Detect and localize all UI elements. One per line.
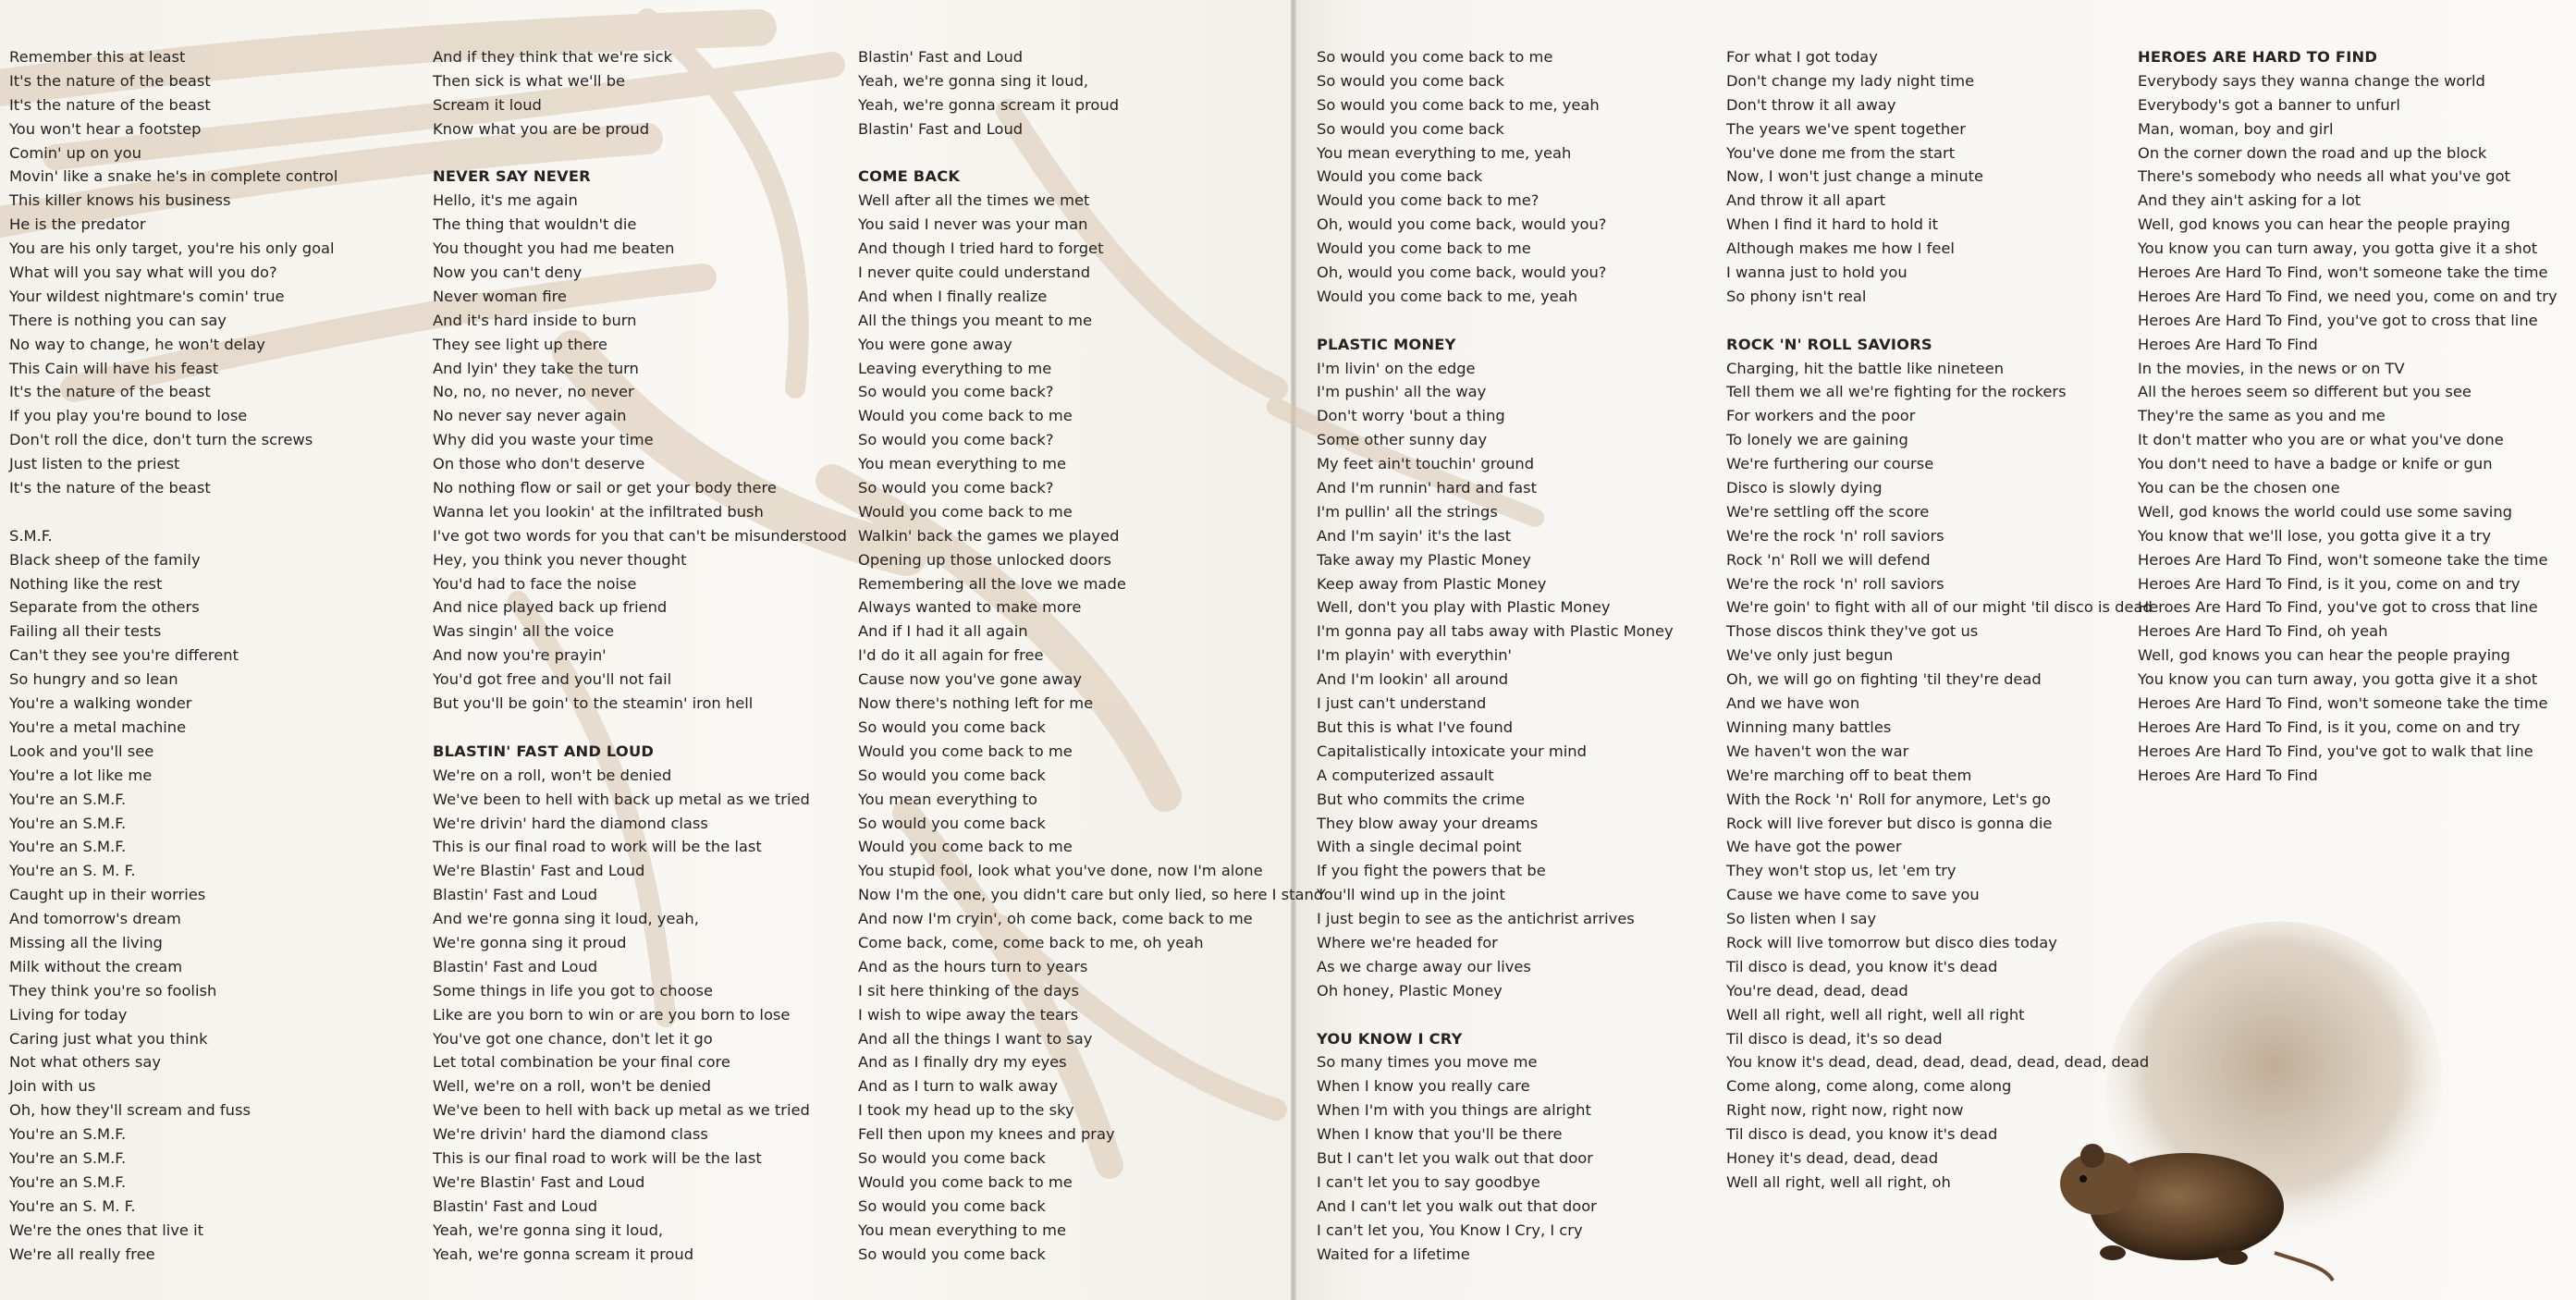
song-title: YOU KNOW I CRY [1317, 1029, 1463, 1048]
lyric-line: Heroes Are Hard To Find, is it you, come on and try [2138, 717, 2521, 736]
lyric-line: Heroes Are Hard To Find, is it you, come on and try [2138, 574, 2521, 593]
lyric-line: Well, god knows the world could use some saving [2138, 502, 2512, 521]
lyric-line: Well, god knows you can hear the people praying [2138, 215, 2510, 234]
lyric-line: Would you come back to me [858, 742, 1073, 760]
lyric-line: If you fight the powers that be [1317, 862, 1546, 880]
lyric-line: My feet ain't touchin' ground [1317, 455, 1535, 473]
lyric-line: Well, don't you play with Plastic Money [1317, 598, 1611, 617]
lyric-line: But you'll be goin' to the steamin' iron hell [433, 694, 754, 713]
song-title: PLASTIC MONEY [1317, 335, 1456, 353]
lyric-line: To lonely we are gaining [1726, 431, 1908, 449]
lyric-line: Take away my Plastic Money [1317, 550, 1531, 569]
lyric-line: So would you come back [858, 717, 1046, 736]
lyric-line: But who commits the crime [1317, 790, 1525, 808]
lyric-line: Would you come back [1317, 167, 1483, 186]
lyric-line: You're an S.M.F. [9, 1172, 127, 1191]
lyric-line: Blastin' Fast and Loud [433, 1196, 598, 1215]
lyric-line: Heroes Are Hard To Find, won't someone take the time [2138, 550, 2548, 569]
lyric-line: Not what others say [9, 1053, 161, 1072]
lyric-line: Walkin' back the games we played [858, 526, 1120, 545]
lyric-line: Let total combination be your final core [433, 1053, 730, 1072]
lyric-line: You're an S.M.F. [9, 1125, 127, 1144]
lyric-line: And it's hard inside to burn [433, 311, 637, 329]
lyric-line: And I'm lookin' all around [1317, 670, 1509, 689]
lyric-line: So would you come back [858, 766, 1046, 784]
song-title: HEROES ARE HARD TO FIND [2138, 48, 2378, 66]
lyric-line: And throw it all apart [1726, 191, 1886, 210]
lyric-line: Oh, we will go on fighting 'til they're dead [1726, 670, 2042, 689]
lyric-line: You know you can turn away, you gotta give it a shot [2138, 670, 2538, 689]
lyric-line: Leaving everything to me [858, 359, 1052, 377]
lyric-line: Would you come back to me [858, 407, 1073, 425]
lyric-line: Oh, would you come back, would you? [1317, 215, 1607, 234]
lyric-line: It don't matter who you are or what you've done [2138, 431, 2504, 449]
song-title: COME BACK [858, 167, 961, 186]
song-title: BLASTIN' FAST AND LOUD [433, 742, 655, 760]
lyric-line: Would you come back to me [858, 502, 1073, 521]
lyric-line: Man, woman, boy and girl [2138, 119, 2334, 138]
lyric-line: Movin' like a snake he's in complete control [9, 167, 338, 186]
lyric-line: Then sick is what we'll be [433, 71, 626, 90]
lyric-line: Look and you'll see [9, 742, 154, 760]
lyric-line: Well all right, well all right, well all right [1726, 1005, 2025, 1024]
lyric-line: Keep away from Plastic Money [1317, 574, 1547, 593]
lyric-line: And if I had it all again [858, 622, 1028, 641]
lyric-line: We're the rock 'n' roll saviors [1726, 526, 1944, 545]
lyric-line: You mean everything to [858, 790, 1037, 808]
lyric-line: You mean everything to me [858, 1220, 1067, 1239]
lyric-line: Yeah, we're gonna sing it loud, [858, 71, 1089, 90]
lyric-line: You mean everything to me, yeah [1317, 143, 1572, 162]
lyric-line: Missing all the living [9, 933, 163, 951]
lyric-line: This is our final road to work will be the last [433, 838, 762, 856]
lyric-line: For workers and the poor [1726, 407, 1916, 425]
lyric-line: You are his only target, you're his only goal [9, 239, 335, 258]
lyric-line: You're an S.M.F. [9, 838, 127, 856]
lyric-line: We've only just begun [1726, 646, 1894, 665]
lyric-line: Charging, hit the battle like nineteen [1726, 359, 2005, 377]
lyric-line: You're an S.M.F. [9, 814, 127, 832]
lyric-line: Nothing like the rest [9, 574, 163, 593]
lyric-line: Waited for a lifetime [1317, 1245, 1470, 1263]
lyric-line: I just can't understand [1317, 694, 1487, 713]
lyric-line: Although makes me how I feel [1726, 239, 1955, 258]
lyric-line: We're drivin' hard the diamond class [433, 1125, 708, 1144]
lyric-line: Til disco is dead, you know it's dead [1726, 957, 1998, 975]
lyric-line: This killer knows his business [9, 191, 231, 210]
lyric-line: This Cain will have his feast [9, 359, 219, 377]
lyric-line: They won't stop us, let 'em try [1726, 862, 1957, 880]
lyric-line: Everybody's got a banner to unfurl [2138, 95, 2400, 114]
lyric-line: Some other sunny day [1317, 431, 1488, 449]
lyric-line: I'm livin' on the edge [1317, 359, 1476, 377]
lyric-line: Wanna let you lookin' at the infiltrated bush [433, 502, 764, 521]
lyric-line: You mean everything to me [858, 455, 1067, 473]
stanza-gap [1726, 309, 2153, 333]
lyric-line: No never say never again [433, 407, 627, 425]
lyric-line: Now you can't deny [433, 264, 583, 282]
lyric-line: Milk without the cream [9, 957, 183, 975]
lyric-line: Would you come back to me, yeah [1317, 287, 1578, 305]
lyric-line: You're a lot like me [9, 766, 153, 784]
lyric-line: They think you're so foolish [9, 981, 217, 1000]
lyrics-column-3 [858, 45, 1323, 1266]
lyric-line: You don't need to have a badge or knife or gun [2138, 455, 2493, 473]
lyric-line: It's the nature of the beast [9, 479, 211, 497]
lyric-line: We're Blastin' Fast and Loud [433, 862, 645, 880]
lyric-line: So would you come back [1317, 71, 1504, 90]
lyric-line: You were gone away [858, 335, 1012, 353]
lyric-line: I wish to wipe away the tears [858, 1005, 1079, 1024]
lyric-line: Well, we're on a roll, won't be denied [433, 1077, 711, 1096]
lyric-line: They see light up there [433, 335, 607, 353]
lyric-line: And they ain't asking for a lot [2138, 191, 2361, 210]
lyric-line: But this is what I've found [1317, 717, 1514, 736]
lyric-line: Heroes Are Hard To Find, you've got to cross that line [2138, 598, 2538, 617]
lyric-line: And as I finally dry my eyes [858, 1053, 1067, 1072]
lyric-line: In the movies, in the news or on TV [2138, 359, 2405, 377]
lyric-line: No way to change, he won't delay [9, 335, 265, 353]
lyric-line: And tomorrow's dream [9, 910, 181, 928]
lyric-line: Rock will live tomorrow but disco dies today [1726, 933, 2057, 951]
lyric-line: You're an S. M. F. [9, 862, 136, 880]
lyric-line: Well after all the times we met [858, 191, 1090, 210]
lyric-line: We're marching off to beat them [1726, 766, 1972, 784]
lyric-line: So phony isn't real [1726, 287, 1867, 305]
lyric-line: Everybody says they wanna change the world [2138, 71, 2485, 90]
lyric-line: Caring just what you think [9, 1029, 208, 1048]
lyrics-column-4 [1317, 45, 1674, 1266]
lyric-line: On the corner down the road and up the block [2138, 143, 2487, 162]
lyric-line: Hey, you think you never thought [433, 550, 687, 569]
lyric-line: Always wanted to make more [858, 598, 1082, 617]
lyric-line: Rock will live forever but disco is gonna die [1726, 814, 2053, 832]
lyric-line: We've been to hell with back up metal as we tried [433, 790, 810, 808]
lyric-line: When I find it hard to hold it [1726, 215, 1939, 234]
lyric-line: With a single decimal point [1317, 838, 1522, 856]
lyric-line: It's the nature of the beast [9, 383, 211, 401]
lyric-line: You'd got free and you'll not fail [433, 670, 672, 689]
lyric-line: Oh honey, Plastic Money [1317, 981, 1503, 1000]
lyric-line: Yeah, we're gonna sing it loud, [433, 1220, 664, 1239]
lyric-line: Like are you born to win or are you born to lose [433, 1005, 791, 1024]
lyric-line: Heroes Are Hard To Find, we need you, come on and try [2138, 287, 2558, 305]
lyric-line: We're furthering our course [1726, 455, 1934, 473]
lyric-line: The thing that wouldn't die [433, 215, 637, 234]
lyric-line: Why did you waste your time [433, 431, 654, 449]
lyric-line: And as the hours turn to years [858, 957, 1088, 975]
song-title: NEVER SAY NEVER [433, 167, 591, 186]
lyric-line: I just begin to see as the antichrist arrives [1317, 910, 1635, 928]
lyric-line: Rock 'n' Roll we will defend [1726, 550, 1931, 569]
lyric-line: All the things you meant to me [858, 311, 1093, 329]
lyric-line: Heroes Are Hard To Find, oh yeah [2138, 622, 2388, 641]
lyric-line: Til disco is dead, it's so dead [1726, 1029, 1943, 1048]
lyric-line: Yeah, we're gonna scream it proud [433, 1245, 694, 1263]
lyric-line: I'm playin' with everythin' [1317, 646, 1513, 665]
lyric-line: And we have won [1726, 694, 1860, 713]
lyric-line: Would you come back to me [858, 838, 1073, 856]
song-title: ROCK 'N' ROLL SAVIORS [1726, 335, 1932, 353]
lyric-line: They're the same as you and me [2138, 407, 2386, 425]
lyric-line: Failing all their tests [9, 622, 162, 641]
lyric-line: Don't throw it all away [1726, 95, 1896, 114]
lyric-line: So would you come back to me [1317, 48, 1553, 66]
lyric-line: When I know you really care [1317, 1077, 1530, 1096]
lyric-line: I took my head up to the sky [858, 1101, 1074, 1120]
stanza-gap [433, 141, 847, 166]
lyric-line: And we're gonna sing it loud, yeah, [433, 910, 699, 928]
lyric-line: Was singin' all the voice [433, 622, 615, 641]
lyric-line: Can't they see you're different [9, 646, 239, 665]
lyric-line: Hello, it's me again [433, 191, 578, 210]
lyric-line: Heroes Are Hard To Find, won't someone take the time [2138, 694, 2548, 713]
lyric-line: Come along, come along, come along [1726, 1077, 2012, 1096]
lyric-line: Disco is slowly dying [1726, 479, 1883, 497]
lyric-line: So listen when I say [1726, 910, 1877, 928]
lyric-line: It's the nature of the beast [9, 71, 211, 90]
lyrics-column-6 [2138, 45, 2558, 788]
lyric-line: Blastin' Fast and Loud [858, 119, 1024, 138]
lyric-line: Your wildest nightmare's comin' true [9, 287, 285, 305]
lyrics-column-2 [433, 45, 847, 1266]
lyric-line: Black sheep of the family [9, 550, 201, 569]
lyric-line: If you play you're bound to lose [9, 407, 248, 425]
lyric-line: Oh, would you come back, would you? [1317, 264, 1607, 282]
lyric-line: We're goin' to fight with all of our might 'til disco is dead [1726, 598, 2153, 617]
lyric-line: So would you come back [858, 1196, 1046, 1215]
lyric-line: Cause we have come to save you [1726, 886, 1980, 904]
lyric-line: Join with us [9, 1077, 96, 1096]
lyric-line: Right now, right now, right now [1726, 1101, 1964, 1120]
lyric-line: Don't roll the dice, don't turn the screws [9, 431, 313, 449]
lyric-line: Heroes Are Hard To Find, you've got to walk that line [2138, 742, 2533, 760]
lyric-line: It's the nature of the beast [9, 95, 211, 114]
lyric-line: So would you come back [1317, 119, 1504, 138]
lyric-line: You can be the chosen one [2138, 479, 2340, 497]
lyric-line: And I can't let you walk out that door [1317, 1196, 1597, 1215]
lyrics-column-1 [9, 45, 337, 1266]
lyric-line: As we charge away our lives [1317, 957, 1531, 975]
lyric-line: You thought you had me beaten [433, 239, 675, 258]
lyric-line: You'd had to face the noise [433, 574, 637, 593]
lyric-line: When I know that you'll be there [1317, 1125, 1563, 1144]
lyric-line: Well, god knows you can hear the people praying [2138, 646, 2510, 665]
lyric-line: I'm pushin' all the way [1317, 383, 1487, 401]
lyric-line: Opening up those unlocked doors [858, 550, 1111, 569]
lyric-line: And lyin' they take the turn [433, 359, 639, 377]
lyric-line: Blastin' Fast and Loud [433, 957, 598, 975]
lyric-line: We have got the power [1726, 838, 1902, 856]
lyric-line: This is our final road to work will be the last [433, 1148, 762, 1167]
lyric-line: Fell then upon my knees and pray [858, 1125, 1115, 1144]
lyric-line: You're a metal machine [9, 717, 187, 736]
lyric-line: There is nothing you can say [9, 311, 227, 329]
lyric-line: Heroes Are Hard To Find, won't someone take the time [2138, 264, 2548, 282]
lyric-line: Til disco is dead, you know it's dead [1726, 1125, 1998, 1144]
lyric-line: So would you come back [858, 814, 1046, 832]
lyric-line: No, no, no never, no never [433, 383, 634, 401]
lyric-line: You've done me from the start [1726, 143, 1956, 162]
lyric-line: They blow away your dreams [1317, 814, 1539, 832]
lyric-line: You've got one chance, don't let it go [433, 1029, 713, 1048]
lyric-line: S.M.F. [9, 526, 53, 545]
lyric-line: Now, I won't just change a minute [1726, 167, 1983, 186]
lyric-line: Blastin' Fast and Loud [858, 48, 1024, 66]
lyric-line: We're drivin' hard the diamond class [433, 814, 708, 832]
lyric-line: We're Blastin' Fast and Loud [433, 1172, 645, 1191]
lyric-line: Would you come back to me? [1317, 191, 1539, 210]
lyric-line: You're dead, dead, dead [1726, 981, 1908, 1000]
lyric-line: Some things in life you got to choose [433, 981, 714, 1000]
lyric-line: Well all right, well all right, oh [1726, 1172, 1951, 1191]
lyric-line: I'm pullin' all the strings [1317, 502, 1498, 521]
lyric-line: We're all really free [9, 1245, 155, 1263]
lyric-line: On those who don't deserve [433, 455, 645, 473]
lyric-line: And I'm runnin' hard and fast [1317, 479, 1538, 497]
lyric-line: I can't let you to say goodbye [1317, 1172, 1540, 1191]
lyric-line: We've been to hell with back up metal as we tried [433, 1101, 810, 1120]
lyric-line: Come back, come, come back to me, oh yeah [858, 933, 1204, 951]
lyric-line: We're settling off the score [1726, 502, 1930, 521]
lyric-line: There's somebody who needs all what you've got [2138, 167, 2510, 186]
lyric-line: So would you come back [858, 1245, 1046, 1263]
lyric-line: Just listen to the priest [9, 455, 180, 473]
lyric-line: With the Rock 'n' Roll for anymore, Let's go [1726, 790, 2051, 808]
lyric-line: Those discos think they've got us [1726, 622, 1979, 641]
lyric-line: Heroes Are Hard To Find, you've got to cross that line [2138, 311, 2538, 329]
lyric-line: All the heroes seem so different but you see [2138, 383, 2472, 401]
lyric-line: You know you can turn away, you gotta give it a shot [2138, 239, 2538, 258]
lyric-line: Capitalistically intoxicate your mind [1317, 742, 1587, 760]
stanza-gap [9, 500, 337, 524]
lyric-line: So would you come back? [858, 431, 1054, 449]
lyric-line: So would you come back? [858, 383, 1054, 401]
lyric-line: You stupid fool, look what you've done, now I'm alone [858, 862, 1263, 880]
lyric-line: I sit here thinking of the days [858, 981, 1079, 1000]
lyric-line: I never quite could understand [858, 264, 1091, 282]
lyric-line: Where we're headed for [1317, 933, 1498, 951]
stanza-gap [1317, 1003, 1674, 1027]
lyric-line: Honey it's dead, dead, dead [1726, 1148, 1939, 1167]
lyric-line: And though I tried hard to forget [858, 239, 1104, 258]
lyric-line: Would you come back to me [1317, 239, 1531, 258]
lyric-line: Tell them we all we're fighting for the rockers [1726, 383, 2067, 401]
lyric-line: So many times you move me [1317, 1053, 1538, 1072]
lyric-line: Comin' up on you [9, 143, 141, 162]
lyric-line: So would you come back? [858, 479, 1054, 497]
stanza-gap [1317, 309, 1674, 333]
lyric-line: We're gonna sing it proud [433, 933, 627, 951]
lyric-line: Winning many battles [1726, 717, 1892, 736]
lyric-line: You said I never was your man [858, 215, 1088, 234]
lyric-line: I'm gonna pay all tabs away with Plastic Money [1317, 622, 1674, 641]
lyric-line: And when I finally realize [858, 287, 1048, 305]
lyric-line: When I'm with you things are alright [1317, 1101, 1591, 1120]
lyric-line: I wanna just to hold you [1726, 264, 1907, 282]
lyric-line: No nothing flow or sail or get your body there [433, 479, 777, 497]
lyric-line: Caught up in their worries [9, 886, 206, 904]
lyric-line: You know it's dead, dead, dead, dead, dead, dead, dead [1726, 1053, 2150, 1072]
lyrics-column-5 [1726, 45, 2153, 1195]
lyric-line: We're the ones that live it [9, 1220, 204, 1239]
lyric-line: And nice played back up friend [433, 598, 668, 617]
lyric-line: And as I turn to walk away [858, 1077, 1059, 1096]
lyric-line: You're a walking wonder [9, 694, 192, 713]
lyric-line: Never woman fire [433, 287, 567, 305]
lyric-line: For what I got today [1726, 48, 1878, 66]
lyric-line: Now there's nothing left for me [858, 694, 1094, 713]
lyric-line: So hungry and so lean [9, 670, 178, 689]
lyric-line: Don't worry 'bout a thing [1317, 407, 1505, 425]
lyric-line: Know what you are be proud [433, 119, 650, 138]
lyric-line: Don't change my lady night time [1726, 71, 1975, 90]
lyric-line: Remember this at least [9, 48, 186, 66]
lyric-line: What will you say what will you do? [9, 264, 277, 282]
lyric-line: We're on a roll, won't be denied [433, 766, 672, 784]
lyric-line: We haven't won the war [1726, 742, 1909, 760]
lyric-line: Now I'm the one, you didn't care but only lied, so here I stand [858, 886, 1324, 904]
lyric-line: You'll wind up in the joint [1317, 886, 1505, 904]
lyric-line: We're the rock 'n' roll saviors [1726, 574, 1944, 593]
lyric-line: Cause now you've gone away [858, 670, 1083, 689]
lyric-line: Heroes Are Hard To Find [2138, 766, 2318, 784]
lyric-line: Remembering all the love we made [858, 574, 1126, 593]
lyric-line: The years we've spent together [1726, 119, 1966, 138]
lyric-line: You're an S.M.F. [9, 790, 127, 808]
lyric-line: Scream it loud [433, 95, 542, 114]
lyric-line: And if they think that we're sick [433, 48, 673, 66]
lyric-line: I can't let you, You Know I Cry, I cry [1317, 1220, 1583, 1239]
lyric-line: Blastin' Fast and Loud [433, 886, 598, 904]
lyric-line: And now I'm cryin', oh come back, come back to me [858, 910, 1253, 928]
lyric-line: And now you're prayin' [433, 646, 607, 665]
lyric-line: I'd do it all again for free [858, 646, 1044, 665]
lyric-line: I've got two words for you that can't be misunderstood [433, 526, 847, 545]
lyric-line: Would you come back to me [858, 1172, 1073, 1191]
lyric-line: You won't hear a footstep [9, 119, 202, 138]
lyric-line: Oh, how they'll scream and fuss [9, 1101, 251, 1120]
lyric-line: You know that we'll lose, you gotta give it a try [2138, 526, 2491, 545]
lyric-line: Living for today [9, 1005, 128, 1024]
lyric-line: So would you come back to me, yeah [1317, 95, 1600, 114]
lyric-line: You're an S.M.F. [9, 1148, 127, 1167]
lyric-line: Separate from the others [9, 598, 200, 617]
lyric-line: You're an S. M. F. [9, 1196, 136, 1215]
lyric-line: Yeah, we're gonna scream it proud [858, 95, 1120, 114]
lyric-line: Heroes Are Hard To Find [2138, 335, 2318, 353]
stanza-gap [858, 141, 1323, 166]
stanza-gap [433, 716, 847, 740]
lyric-line: A computerized assault [1317, 766, 1494, 784]
lyric-line: And all the things I want to say [858, 1029, 1093, 1048]
lyric-line: And I'm sayin' it's the last [1317, 526, 1512, 545]
lyric-line: He is the predator [9, 215, 146, 234]
lyric-line: But I can't let you walk out that door [1317, 1148, 1593, 1167]
lyric-line: So would you come back [858, 1148, 1046, 1167]
